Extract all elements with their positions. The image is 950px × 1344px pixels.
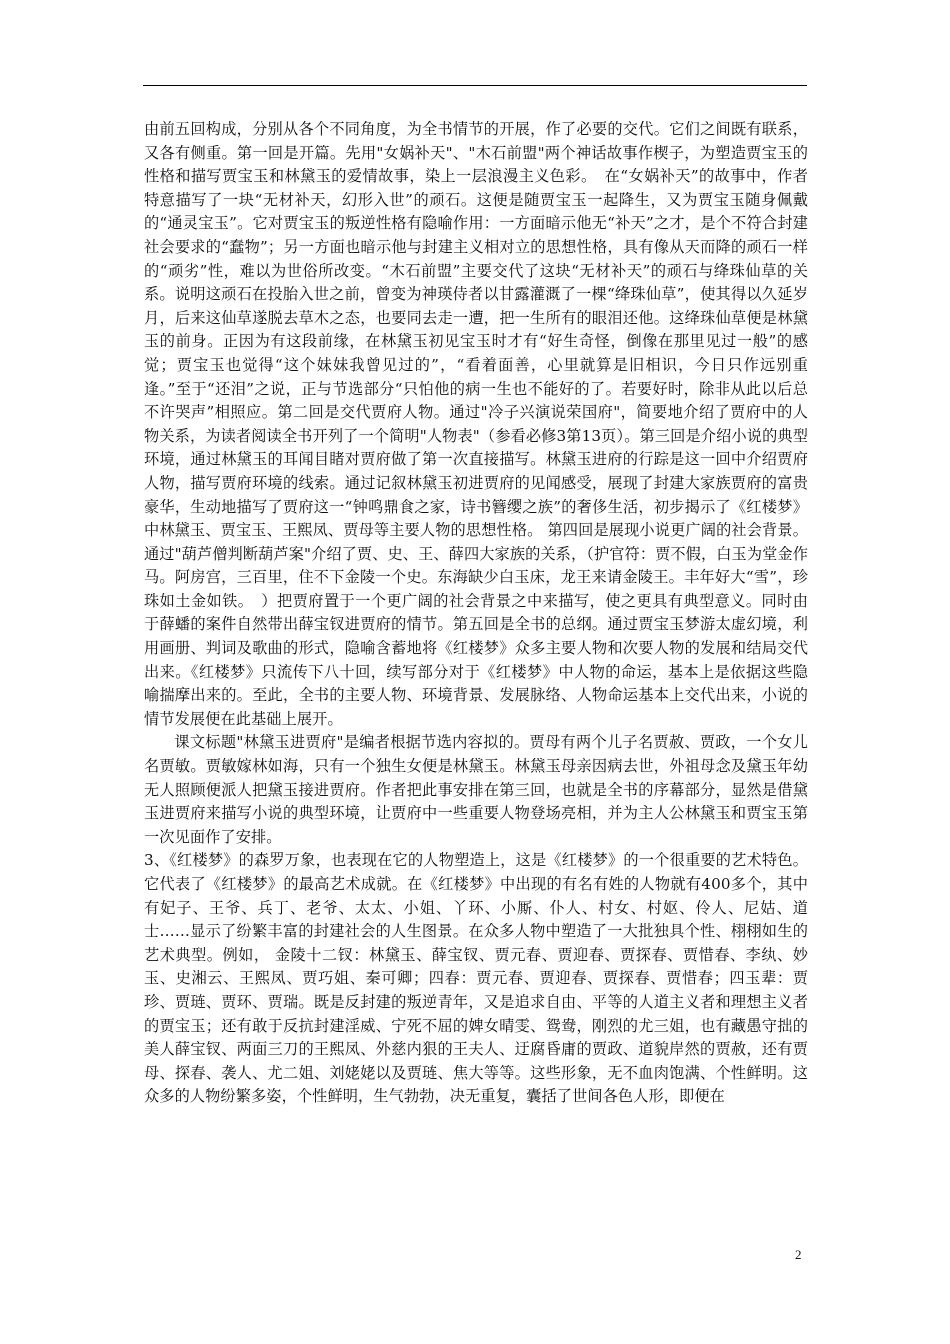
page-number: 2 bbox=[795, 1247, 802, 1262]
paragraph-first-five-chapters: 由前五回构成，分别从各个不同角度，为全书情节的开展，作了必要的交代。它们之间既有联系，又各有侧重。第一回是开篇。先用"女娲补天"、"木石前盟"两个神话故事作楔子，为塑造贾宝玉的性格和描写贾宝玉和林黛玉的爱情故事，染上一层浪漫主义色彩。 在“女娲补天”的故事中，作者特意描写了一块“无材补天，幻形入世”的顽石。这便是随贾宝玉一起降生，又为贾宝玉随身佩戴的“通灵宝玉”。它对贾宝玉的叛逆性格有隐喻作用：一方面暗示他无“补天”之才，是个不符合封建社会要求的“蠢物”；另一方面也暗示他与封建主义相对立的思想性格，具有像从天而降的顽石一样的“顽劣”性，难以为世俗所改变。“木石前盟”主要交代了这块“无材补天”的顽石与绛珠仙草的关系。说明这顽石在投胎入世之前，曾变为神瑛侍者以甘露灌溉了一棵“绛珠仙草”，使其得以久延岁月，后来这仙草遂脱去草木之态，也要同去走一遭，把一生所有的眼泪还他。这绛珠仙草便是林黛玉的前身。正因为有这段前缘，在林黛玉初见宝玉时才有“好生奇怪，倒像在那里见过一般”的感觉；贾宝玉也觉得“这个妹妹我曾见过的”，“看着面善，心里就算是旧相识，今日只作远别重逢。”至于“还泪”之说，正与节选部分“只怕他的病一生也不能好的了。若要好时，除非从此以后总不许哭声”相照应。第二回是交代贾府人物。通过"冷子兴演说荣国府"，简要地介绍了贾府中的人物关系，为读者阅读全书开列了一个简明"人物表"（参看必修3第13页）。第三回是介绍小说的典型环境，通过林黛玉的耳闻目睹对贾府做了第一次直接描写。林黛玉进府的行踪是这一回中介绍贾府人物，描写贾府环境的线索。通过记叙林黛玉初进贾府的见闻感受，展现了封建大家族贾府的富贵豪华，生动地描写了贾府这一“钟鸣鼎食之家，诗书簪缨之族”的奢侈生活，初步揭示了《红楼梦》中林黛玉、贾宝玉、王熙凤、贾母等主要人物的思想性格。 第四回是展现小说更广阔的社会背景。通过"葫芦僧判断葫芦案"介绍了贾、史、王、薛四大家族的关系，（护官符：贾不假，白玉为堂金作马。阿房宫，三百里，住不下金陵一个史。东海缺少白玉床，龙王来请金陵王。丰年好大“雪”，珍珠如土金如铁。 ）把贾府置于一个更广阔的社会背景之中来描写，使之更具有典型意义。同时由于薛蟠的案件自然带出薛宝钗进贾府的情节。第五回是全书的总纲。通过贾宝玉梦游太虚幻境，利用画册、判词及歌曲的形式，隐喻含蓄地将《红楼梦》众多主要人物和次要人物的发展和结局交代出来。《红楼梦》只流传下八十回，续写部分对于《红楼梦》中人物的命运，基本上是依据这些隐喻揣摩出来的。至此，全书的主要人物、环境背景、发展脉络、人物命运基本上交代出来，小说的情节发展便在此基础上展开。 bbox=[144, 120, 808, 728]
paragraph-characters: 3、《红楼梦》的森罗万象，也表现在它的人物塑造上，这是《红楼梦》的一个很重要的艺术特色。它代表了《红楼梦》的最高艺术成就。在《红楼梦》中出现的有名有姓的人物就有400多个，其中有妃子、王爷、兵丁、老爷、太太、小姐、丫环、小厮、仆人、村女、村妪、伶人、尼姑、道士……显示了纷繁丰富的封建社会的人生图景。在众多人物中塑造了一大批独具个性、栩栩如生的艺术典型。例如， 金陵十二钗：林黛玉、薛宝钗、贾元春、贾迎春、贾探春、贾惜春、李纨、妙玉、史湘云、王熙凤、贾巧姐、秦可卿；四春：贾元春、贾迎春、贾探春、贾惜春；四玉辈：贾珍、贾琏、贾环、贾瑞。既是反封建的叛逆青年，又是追求自由、平等的人道主义者和理想主义者的贾宝玉；还有敢于反抗封建淫威、宁死不屈的婢女晴雯、鸳鸯，刚烈的尤三姐，也有藏愚守拙的美人薛宝钗、两面三刀的王熙凤、外慈内狠的王夫人、迂腐昏庸的贾政、道貌岸然的贾赦，还有贾母、探春、袭人、尤二姐、刘姥姥以及贾琏、焦大等等。这些形象，无不血肉饱满、个性鲜明。这众多的人物纷繁多姿，个性鲜明，生气勃勃，决无重复，囊括了世间各色人形，即便在 bbox=[144, 851, 808, 1106]
header-rule bbox=[143, 85, 807, 86]
paragraph-lesson-title: 课文标题"林黛玉进贾府"是编者根据节选内容拟的。贾母有两个儿子名贾赦、贾政，一个女儿名贾敏。贾敏嫁林如海，只有一个独生女便是林黛玉。林黛玉母亲因病去世，外祖母念及黛玉年幼无人照顾便派人把黛玉接进贾府。作者把此事安排在第三回，也就是全书的序幕部分，显然是借黛玉进贾府来描写小说的典型环境，让贾府中一些重要人物登场亮相，并为主人公林黛玉和贾宝玉第一次见面作了安排。 bbox=[144, 733, 808, 846]
document-body bbox=[144, 118, 808, 1109]
